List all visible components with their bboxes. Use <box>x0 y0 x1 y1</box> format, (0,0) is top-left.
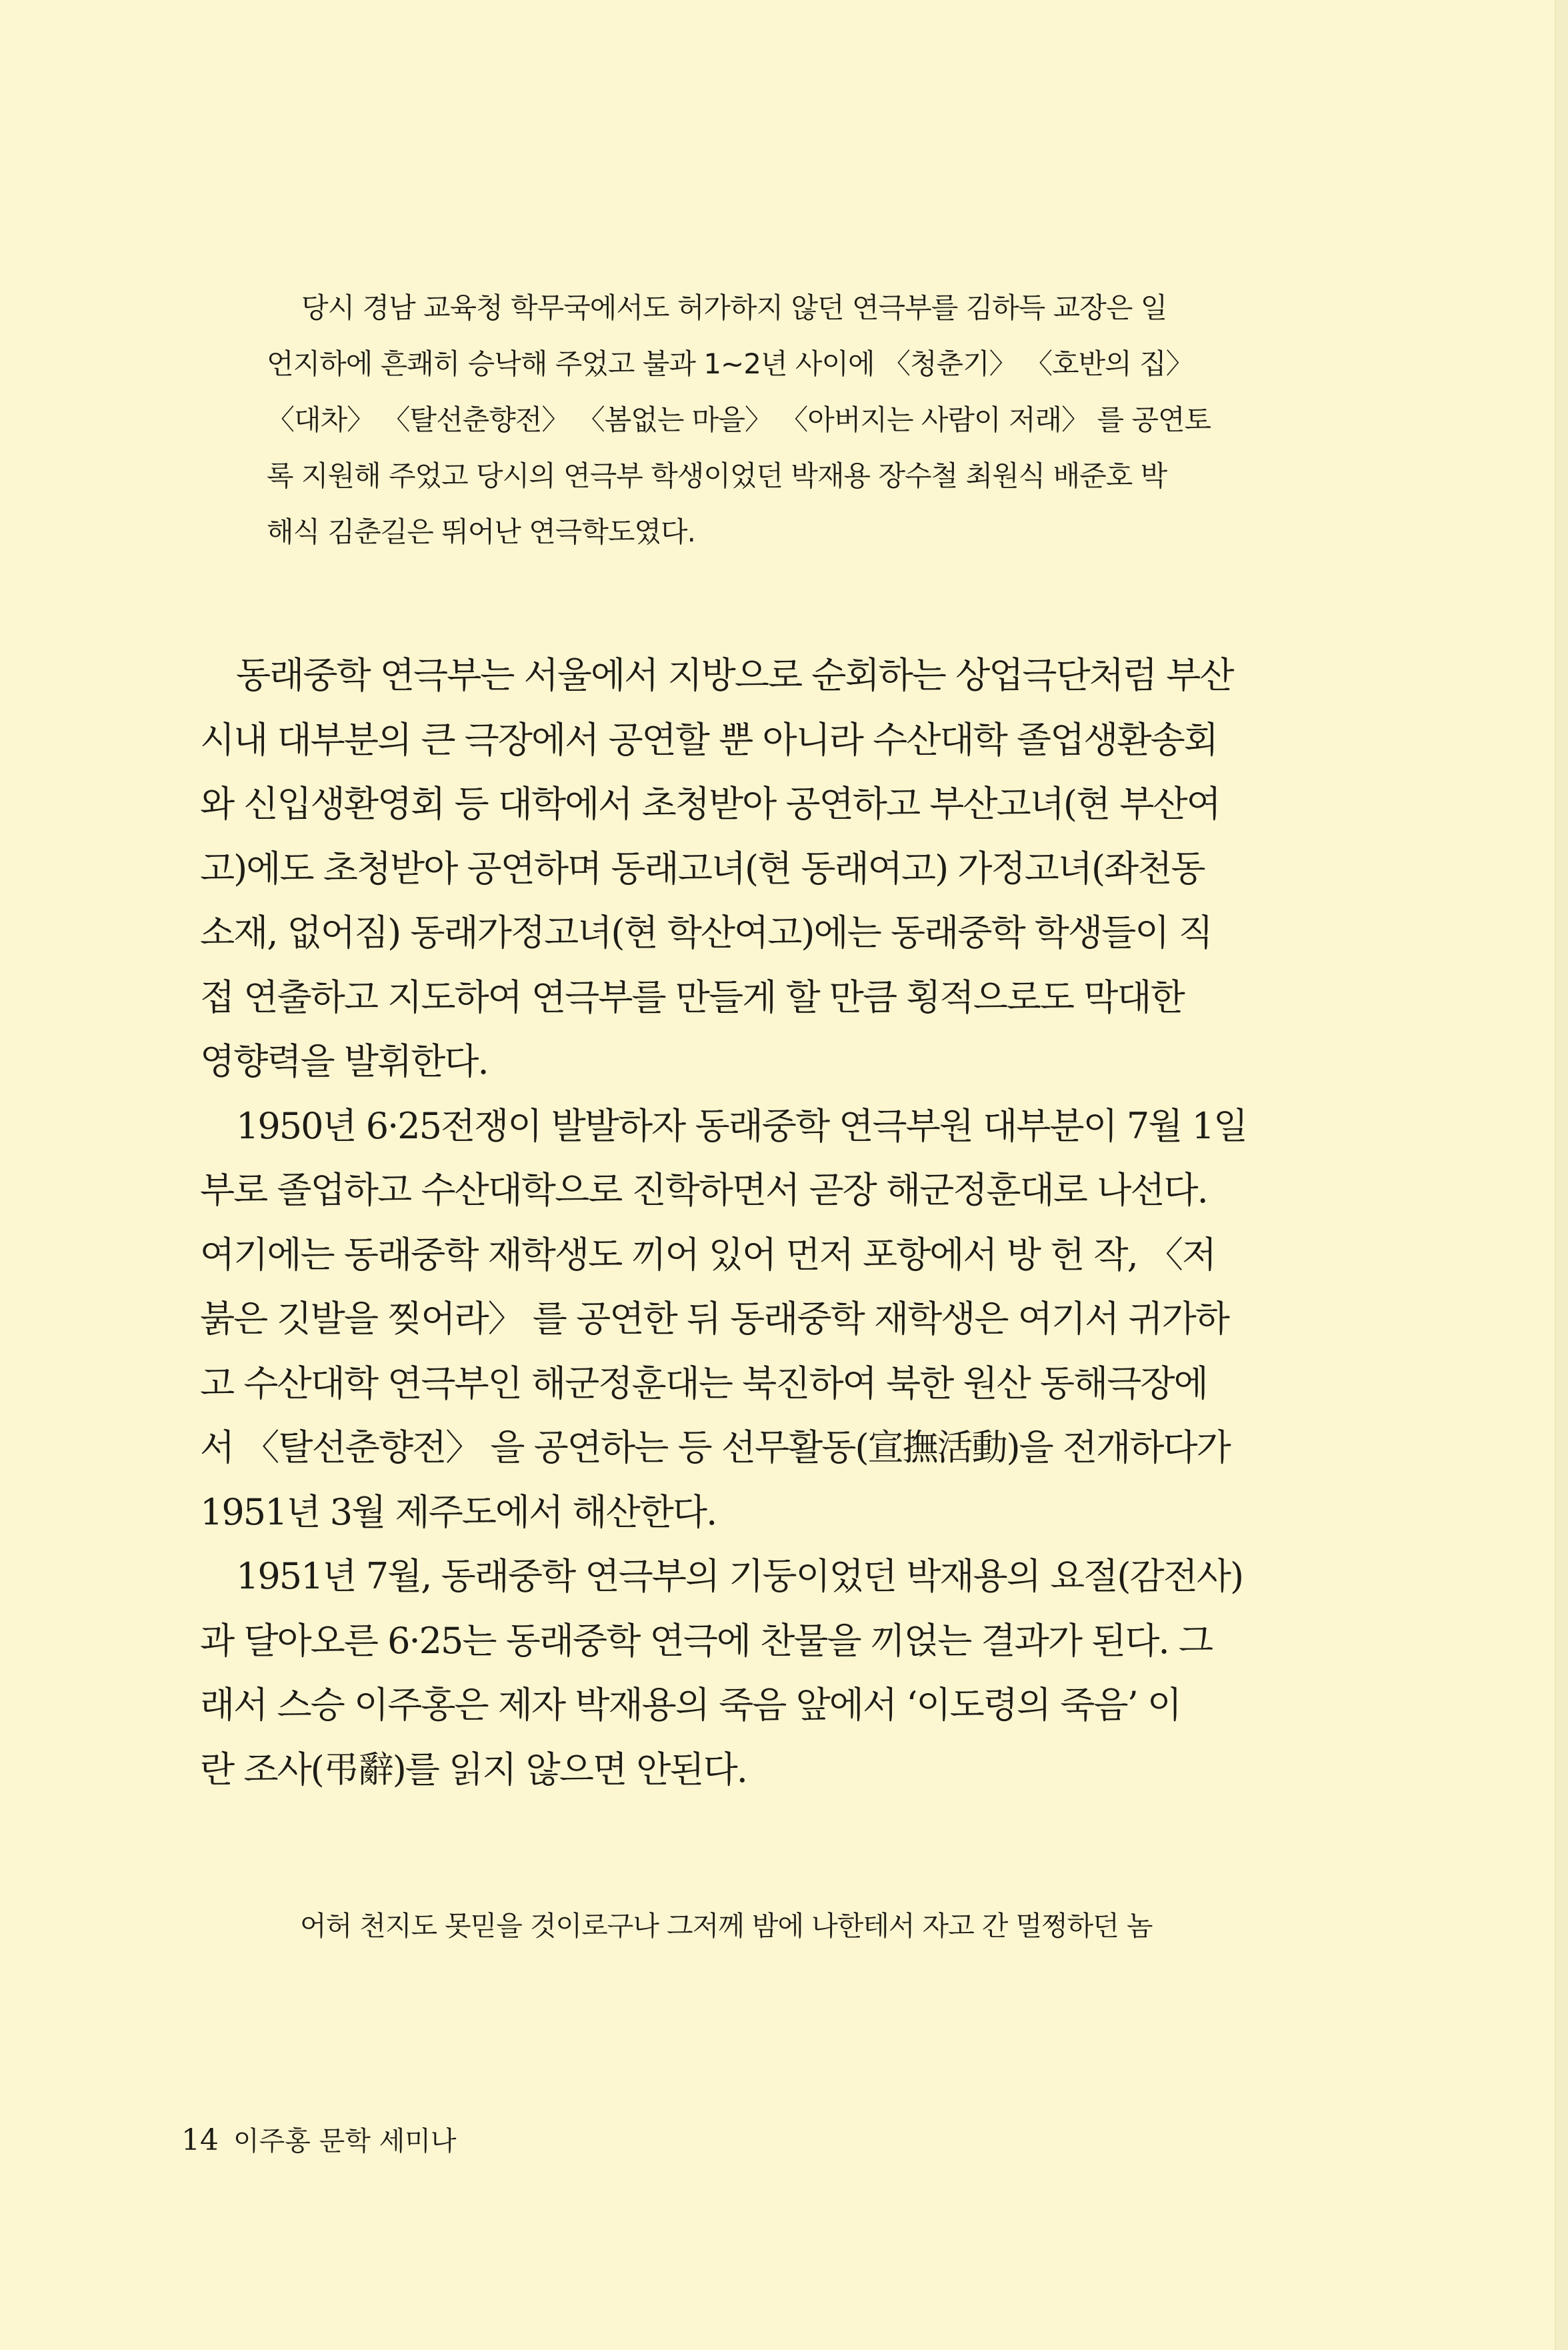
paragraph-2-line: 1951년 3월 제주도에서 해산한다. <box>200 1490 717 1533</box>
page-footer <box>181 2121 457 2161</box>
paragraph-3-line: 과 달아오른 6·25는 동래중학 연극에 찬물을 끼얹는 결과가 된다. 그 <box>200 1619 1212 1662</box>
paragraph-1-line: 소재, 없어짐) 동래가정고녀(현 학산여고)에는 동래중학 학생들이 직 <box>200 912 1212 954</box>
paragraph-1-line: 시내 대부분의 큰 극장에서 공연할 뿐 아니라 수산대학 졸업생환송회 <box>200 718 1217 761</box>
indented-quote-bottom: 어허 천지도 못믿을 것이로구나 그저께 밤에 나한테서 자고 간 멀쩡하던 놈 <box>300 1910 1153 1942</box>
page-edge <box>1555 0 1568 2350</box>
body-text <box>200 644 1307 1802</box>
paragraph-3-line: 래서 스승 이주홍은 제자 박재용의 죽음 앞에서 ‘이도령의 죽음’ 이 <box>200 1684 1181 1726</box>
paragraph-2-line: 여기에는 동래중학 재학생도 끼어 있어 먼저 포항에서 방 헌 작, 〈저 <box>200 1233 1216 1276</box>
paragraph-1-line: 접 연출하고 지도하여 연극부를 만들게 할 만큼 횡적으로도 막대한 <box>200 976 1184 1018</box>
paragraph-1-line: 고)에도 초청받아 공연하며 동래고녀(현 동래여고) 가정고녀(좌천동 <box>200 847 1205 890</box>
paragraph-2-line: 부로 졸업하고 수산대학으로 진학하면서 곧장 해군정훈대로 나선다. <box>200 1169 1207 1211</box>
paragraph-2-line: 붉은 깃발을 찢어라〉 를 공연한 뒤 동래중학 재학생은 여기서 귀가하 <box>200 1298 1229 1340</box>
quote-line: 해식 김춘길은 뛰어난 연극학도였다. <box>267 515 695 548</box>
paragraph-3-line: 1951년 7월, 동래중학 연극부의 기둥이었던 박재용의 요절(감전사) <box>236 1555 1243 1597</box>
paragraph-2-line: 고 수산대학 연극부인 해군정훈대는 북진하여 북한 원산 동해극장에 <box>200 1362 1207 1404</box>
quote-line: 언지하에 흔쾌히 승낙해 주었고 불과 1~2년 사이에 〈청춘기〉 〈호반의 집〉 <box>267 347 1193 380</box>
page-number: 14 <box>181 2123 219 2157</box>
paragraph-2-line: 서 〈탈선춘향전〉 을 공연하는 등 선무활동(宣撫活動)을 전개하다가 <box>200 1426 1230 1468</box>
paragraph-1-line: 동래중학 연극부는 서울에서 지방으로 순회하는 상업극단처럼 부산 <box>236 654 1233 696</box>
book-title: 이주홍 문학 세미나 <box>233 2126 457 2157</box>
paragraph-1-line: 영향력을 발휘한다. <box>200 1040 488 1082</box>
quote-line: 록 지원해 주었고 당시의 연극부 학생이었던 박재용 장수철 최원식 배준호 박 <box>267 459 1167 492</box>
indented-quote-top <box>267 280 1253 560</box>
paragraph-1-line: 와 신입생환영회 등 대학에서 초청받아 공연하고 부산고녀(현 부산여 <box>200 783 1220 825</box>
paragraph-2-line: 1950년 6·25전쟁이 발발하자 동래중학 연극부원 대부분이 7월 1일 <box>236 1104 1247 1147</box>
paragraph-3-line: 란 조사(弔辭)를 읽지 않으면 안된다. <box>200 1748 747 1791</box>
quote-line: 〈대차〉 〈탈선춘향전〉 〈봄없는 마을〉 〈아버지는 사람이 저래〉 를 공연토 <box>267 403 1211 436</box>
quote-line: 당시 경남 교육청 학무국에서도 허가하지 않던 연극부를 김하득 교장은 일 <box>301 291 1167 324</box>
